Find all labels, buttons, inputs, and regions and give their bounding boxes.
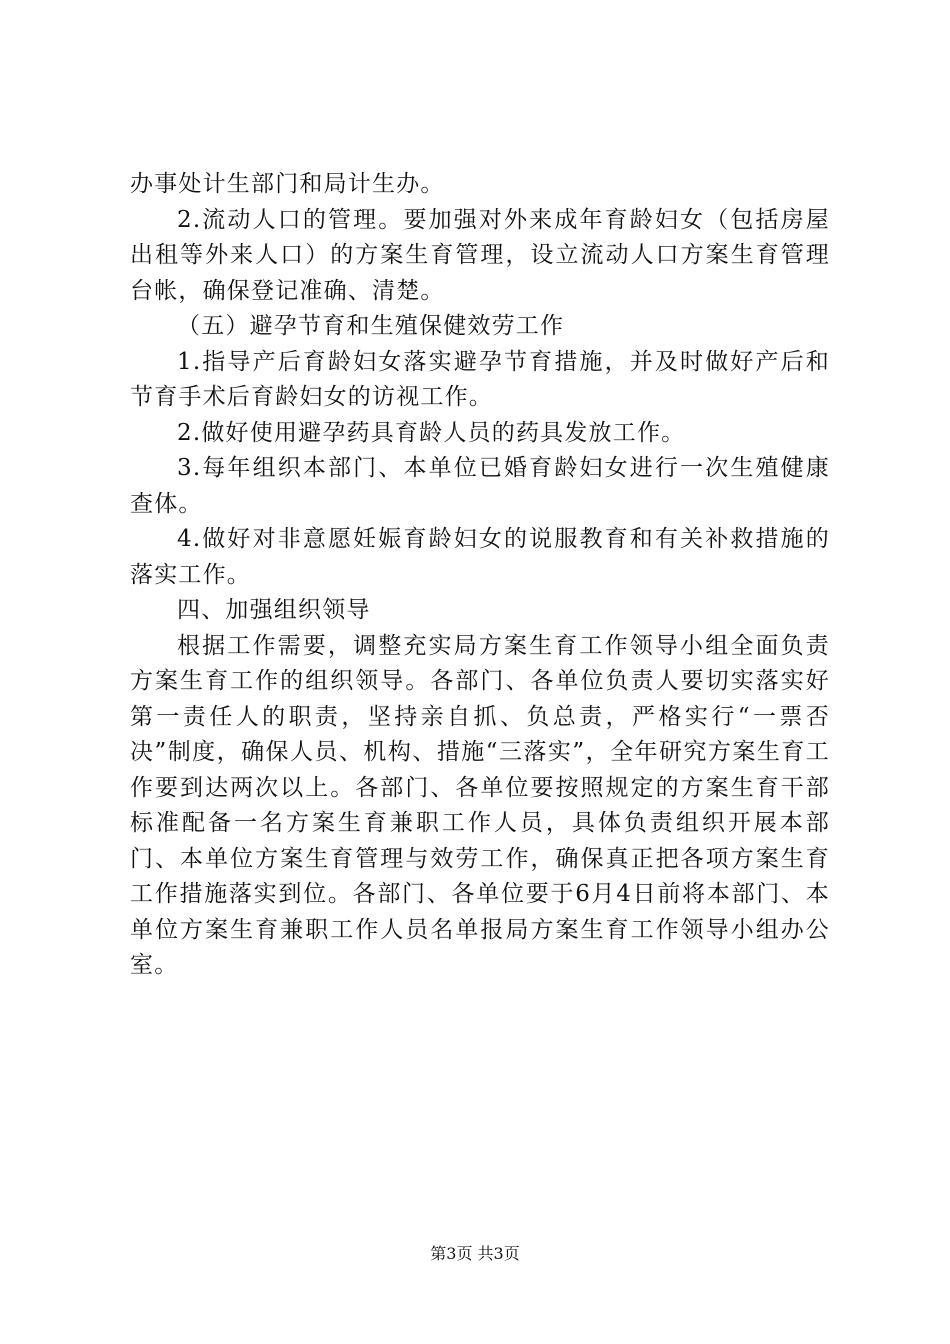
paragraph-item-3: 3.每年组织本部门、本单位已婚育龄妇女进行一次生殖健康查体。 — [130, 455, 830, 517]
paragraph-item-1: 1.指导产后育龄妇女落实避孕节育措施，并及时做好产后和节育手术后育龄妇女的访视工作。 — [130, 348, 830, 410]
paragraph-item-4: 4.做好对非意愿妊娠育龄妇女的说服教育和有关补救措施的落实工作。 — [130, 526, 830, 588]
document-body — [130, 167, 830, 984]
section-heading-leadership: 四、加强组织领导 — [177, 597, 371, 623]
paragraph-item-2: 2.做好使用避孕药具育龄人员的药具发放工作。 — [177, 419, 686, 446]
paragraph-leadership-body: 根据工作需要，调整充实局方案生育工作领导小组全面负责方案生育工作的组织领导。各部门、各单位负责人要切实落实好第一责任人的职责，坚持亲自抓、负总责，严格实行“一票否决”制度，确保人员、机构、措施“三落实”，全年研究方案生育工作要到达两次以上。各部门、各单位要按照规定的方案生育干部标准配备一名方案生育兼职工作人员，具体负责组织开展本部门、本单位方案生育管理与效劳工作，确保真正把各项方案生育工作措施落实到位。各部门、各单位要于6月4日前将本部门、本单位方案生育兼职工作人员名单报局方案生育工作领导小组办公室。 — [130, 632, 830, 978]
section-heading-contraception-services: （五）避孕节育和生殖保健效劳工作 — [177, 313, 565, 339]
page-footer-number: 第3页 共3页 — [430, 1244, 520, 1263]
paragraph-continuation: 办事处计生部门和局计生办。 — [130, 171, 445, 197]
paragraph-floating-population: 2.流动人口的管理。要加强对外来成年育龄妇女（包括房屋出租等外来人口）的方案生育管理，设立流动人口方案生育管理台帐，确保登记准确、清楚。 — [130, 206, 830, 304]
